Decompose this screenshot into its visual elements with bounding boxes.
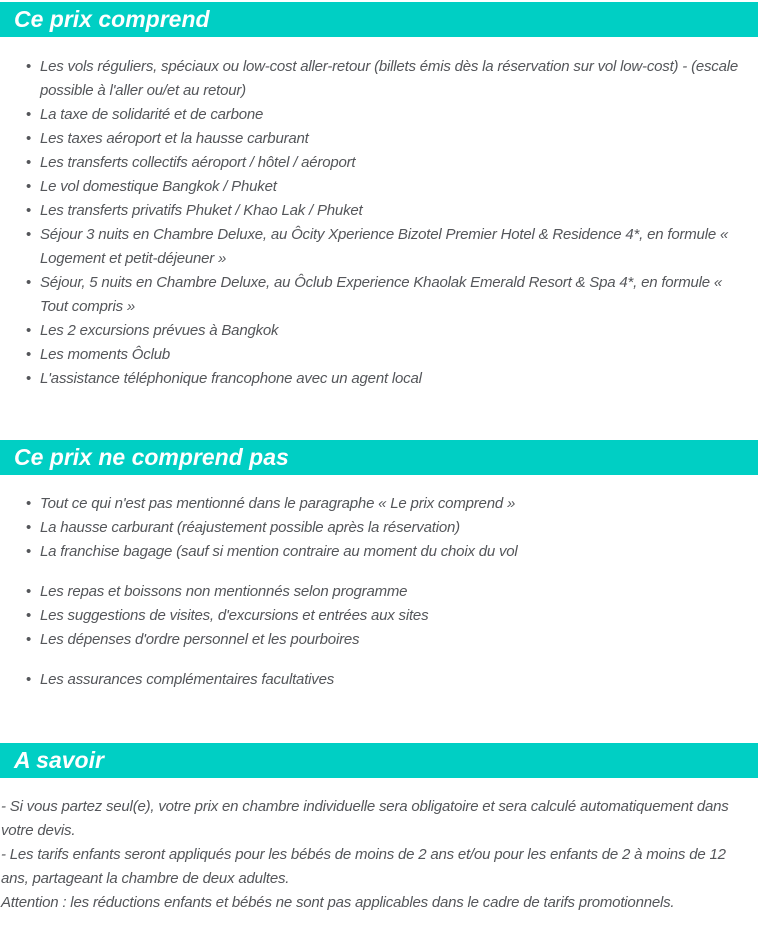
section-notes	[0, 743, 758, 915]
note-paragraph: - Si vous partez seul(e), votre prix en chambre individuelle sera obligatoire et sera calculé automatiquement dans votre devis.	[1, 798, 729, 839]
list-item: • Tout ce qui n'est pas mentionné dans le paragraphe « Le prix comprend »	[40, 492, 748, 516]
section-header-price-includes	[0, 2, 758, 37]
list-item: • La hausse carburant (réajustement possible après la réservation)	[40, 516, 748, 540]
section-price-excludes	[0, 440, 758, 692]
list-item: • Les repas et boissons non mentionnés selon programme	[40, 580, 748, 604]
note-paragraph: Attention : les réductions enfants et bébés ne sont pas applicables dans le cadre de tarifs promotionnels.	[1, 894, 675, 911]
list-item: • Les taxes aéroport et la hausse carburant	[40, 127, 748, 151]
section-title: Ce prix ne comprend pas	[14, 444, 289, 470]
section-price-includes	[0, 2, 758, 391]
price-excludes-list-group3	[0, 668, 758, 692]
section-title: Ce prix comprend	[14, 6, 210, 32]
list-item: • Les dépenses d'ordre personnel et les pourboires	[40, 628, 748, 652]
list-item: • Les moments Ôclub	[40, 343, 748, 367]
list-item: • Les vols réguliers, spéciaux ou low-cost aller-retour (billets émis dès la réservation sur vol low-cost) - (escale possible à l'aller ou/et au retour)	[40, 55, 748, 103]
section-title: A savoir	[14, 747, 104, 773]
list-item: • Les transferts privatifs Phuket / Khao Lak / Phuket	[40, 199, 748, 223]
list-item: • Les 2 excursions prévues à Bangkok	[40, 319, 748, 343]
list-item: • L'assistance téléphonique francophone avec un agent local	[40, 367, 748, 391]
list-item: • Le vol domestique Bangkok / Phuket	[40, 175, 748, 199]
price-includes-list	[0, 55, 758, 391]
list-item: • Séjour, 5 nuits en Chambre Deluxe, au Ôclub Experience Khaolak Emerald Resort & Spa 4*, en formule « Tout compris »	[40, 271, 748, 319]
notes-text	[0, 795, 758, 915]
section-header-notes	[0, 743, 758, 778]
list-item: • Les assurances complémentaires facultatives	[40, 668, 748, 692]
section-header-price-excludes	[0, 440, 758, 475]
note-paragraph: - Les tarifs enfants seront appliqués pour les bébés de moins de 2 ans et/ou pour les enfants de 2 à moins de 12 ans, partageant la chambre de deux adultes.	[1, 846, 726, 887]
list-item: • La franchise bagage (sauf si mention contraire au moment du choix du vol	[40, 540, 748, 564]
list-item: • Les transferts collectifs aéroport / hôtel / aéroport	[40, 151, 748, 175]
list-item: • Séjour 3 nuits en Chambre Deluxe, au Ôcity Xperience Bizotel Premier Hotel & Residence 4*, en formule « Logement et petit-déjeuner »	[40, 223, 748, 271]
list-item: • Les suggestions de visites, d'excursions et entrées aux sites	[40, 604, 748, 628]
price-excludes-list-group2	[0, 580, 758, 652]
list-item: • La taxe de solidarité et de carbone	[40, 103, 748, 127]
price-excludes-list-group1	[0, 492, 758, 564]
